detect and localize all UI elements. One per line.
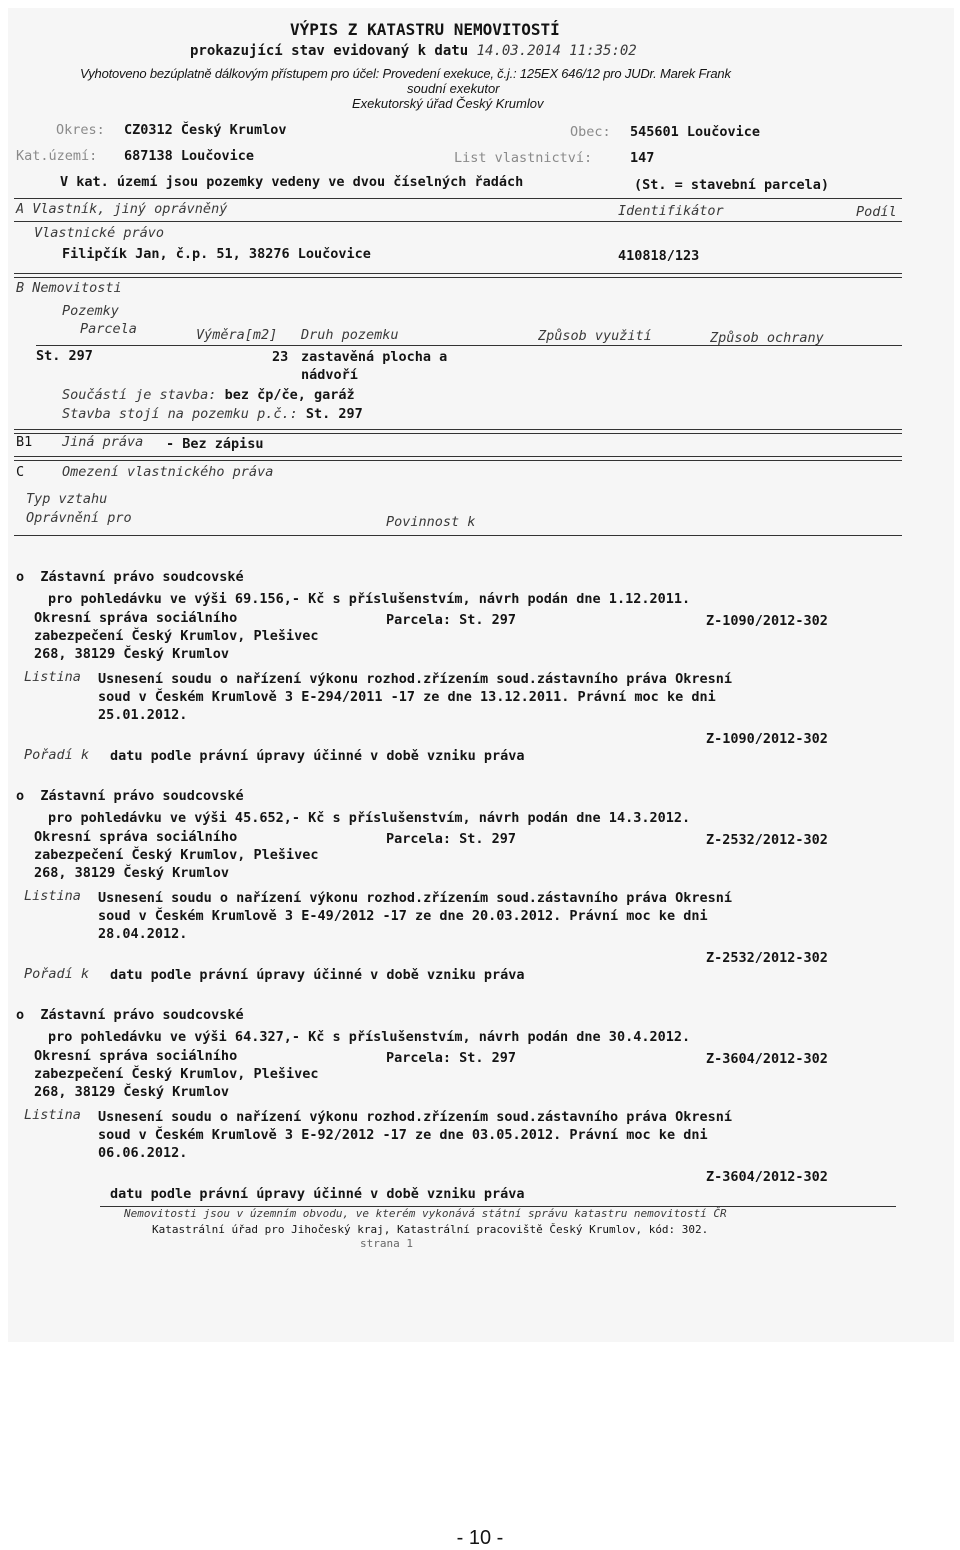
okres-value: CZ0312 Český Krumlov — [124, 122, 287, 138]
owner-name: Filipčík Jan, č.p. 51, 38276 Loučovice — [62, 246, 371, 262]
entry-3-ref: Z-3604/2012-302 — [706, 1051, 828, 1067]
entry-bullet: o — [16, 569, 25, 585]
entry-2-listina-2: soud v Českém Krumlově 3 E-49/2012 -17 ze dne 20.03.2012. Právní moc ke dni — [98, 908, 708, 924]
soucasti-label: Součástí je stavba: — [62, 387, 217, 403]
obec-label: Obec: — [570, 124, 611, 140]
entry-2-claim: pro pohledávku ve výši 45.652,- Kč s příslušenstvím, návrh podán dne 14.3.2012. — [48, 810, 691, 826]
section-c-code: C — [16, 464, 25, 480]
stavba-value: St. 297 — [305, 406, 363, 422]
col-opravneni: Oprávnění pro — [26, 510, 132, 526]
divider — [14, 198, 902, 199]
entry-1-ref-2: Z-1090/2012-302 — [706, 731, 828, 747]
entry-2-creditor-3: 268, 38129 Český Krumlov — [34, 865, 230, 881]
footer-line-1: Nemovitosti jsou v územním obvodu, ve kterém vykonává státní správu katastru nemovitostí ČR — [124, 1207, 727, 1220]
druh-value-2: nádvoří — [301, 367, 358, 383]
col-podil: Podíl — [856, 204, 897, 220]
parcela-value: St. 297 — [36, 348, 93, 364]
col-vyuziti: Způsob využití — [538, 328, 652, 344]
entry-3-ref-2: Z-3604/2012-302 — [706, 1169, 828, 1185]
entry-1-title — [16, 569, 244, 585]
jina-prava-value: - Bez zápisu — [166, 436, 264, 452]
entry-3-parcela: Parcela: St. 297 — [386, 1050, 517, 1066]
entry-3-creditor-3: 268, 38129 Český Krumlov — [34, 1084, 230, 1100]
entry-2-ref: Z-2532/2012-302 — [706, 832, 828, 848]
col-ochrany: Způsob ochrany — [710, 330, 824, 346]
entry-bullet: o — [16, 788, 25, 804]
stavba-row — [62, 406, 363, 422]
divider — [14, 273, 902, 274]
footer-line-3: strana 1 — [360, 1237, 413, 1250]
document-subtitle — [190, 43, 637, 59]
subtitle-date: 14.03.2014 11:35:02 — [476, 43, 637, 59]
entry-3-listina-3: 06.06.2012. — [98, 1145, 188, 1161]
katuzemi-value: 687138 Loučovice — [124, 148, 255, 164]
made-line-2: soudní exekutor — [407, 81, 500, 96]
entry-1-listina-1: Usnesení soudu o nařízení výkonu rozhod.zřízením soud.zástavního práva Okresní — [98, 671, 732, 687]
entry-2-poradi: datu podle právní úpravy účinné v době vzniku práva — [110, 967, 525, 983]
divider — [36, 345, 902, 346]
stavebni-note: (St. = stavební parcela) — [634, 177, 830, 193]
entry-3-creditor-1: Okresní správa sociálního — [34, 1048, 238, 1064]
vymera-value: 23 — [272, 349, 289, 365]
entry-2-poradi-label: Pořadí k — [24, 966, 90, 982]
lv-value: 147 — [630, 150, 655, 166]
divider — [14, 456, 902, 461]
entry-2-parcela: Parcela: St. 297 — [386, 831, 517, 847]
entry-3-poradi: datu podle právní úpravy účinné v době vzniku práva — [110, 1186, 525, 1202]
owner-id: 410818/123 — [618, 248, 700, 264]
section-a-heading: A Vlastník, jiný oprávněný — [16, 201, 228, 217]
soucasti-row — [62, 387, 355, 403]
katuzemi-label: Kat.území: — [16, 148, 98, 164]
entry-3-listina-2: soud v Českém Krumlově 3 E-92/2012 -17 ze dne 03.05.2012. Právní moc ke dni — [98, 1127, 708, 1143]
entry-2-title — [16, 788, 244, 804]
document-title: VÝPIS Z KATASTRU NEMOVITOSTÍ — [290, 20, 560, 39]
section-c-heading: Omezení vlastnického práva — [62, 464, 274, 480]
made-line-3: Exekutorský úřad Český Krumlov — [352, 96, 544, 111]
entry-title-text: Zástavní právo soudcovské — [40, 1007, 244, 1023]
entry-1-claim: pro pohledávku ve výši 69.156,- Kč s příslušenstvím, návrh podán dne 1.12.2011. — [48, 591, 691, 607]
entry-2-ref-2: Z-2532/2012-302 — [706, 950, 828, 966]
entry-2-listina-1: Usnesení soudu o nařízení výkonu rozhod.zřízením soud.zástavního práva Okresní — [98, 890, 732, 906]
soucasti-value: bez čp/če, garáž — [224, 387, 355, 403]
entry-1-creditor-2: zabezpečení Český Krumlov, Plešivec — [34, 628, 319, 644]
entry-1-creditor-3: 268, 38129 Český Krumlov — [34, 646, 230, 662]
entry-1-ref: Z-1090/2012-302 — [706, 613, 828, 629]
entry-3-listina-1: Usnesení soudu o nařízení výkonu rozhod.zřízením soud.zástavního práva Okresní — [98, 1109, 732, 1125]
footer-line-2: Katastrální úřad pro Jihočeský kraj, Katastrální pracoviště Český Krumlov, kód: 302. — [152, 1223, 709, 1236]
divider — [14, 277, 902, 278]
made-line-1: Vyhotoveno bezúplatně dálkovým přístupem pro účel: Provedení exekuce, č.j.: 125EX 646/12 pro JUDr. Marek Frank — [80, 66, 731, 81]
col-identifikator: Identifikátor — [618, 203, 724, 219]
vlastnicke-pravo: Vlastnické právo — [34, 225, 165, 241]
entry-2-listina-label: Listina — [24, 888, 81, 904]
col-vymera: Výměra[m2] — [196, 327, 278, 343]
stavba-label: Stavba stojí na pozemku p.č.: — [62, 406, 298, 422]
col-povinnost: Povinnost k — [386, 514, 476, 530]
entry-2-listina-3: 28.04.2012. — [98, 926, 188, 942]
entry-1-poradi: datu podle právní úpravy účinné v době vzniku práva — [110, 748, 525, 764]
entry-2-creditor-1: Okresní správa sociálního — [34, 829, 238, 845]
subtitle-label: prokazující stav evidovaný k datu — [190, 43, 469, 59]
col-parcela: Parcela — [80, 321, 137, 337]
pozemky-label: Pozemky — [62, 303, 119, 319]
lv-label: List vlastnictví: — [454, 150, 593, 166]
divider — [14, 429, 902, 434]
entry-1-listina-label: Listina — [24, 669, 81, 685]
obec-value: 545601 Loučovice — [630, 124, 761, 140]
okres-label: Okres: — [56, 122, 105, 138]
entry-2-creditor-2: zabezpečení Český Krumlov, Plešivec — [34, 847, 319, 863]
col-druh: Druh pozemku — [301, 327, 399, 343]
kat-note: V kat. území jsou pozemky vedeny ve dvou číselných řadách — [60, 174, 524, 190]
entry-title-text: Zástavní právo soudcovské — [40, 788, 244, 804]
druh-value-1: zastavěná plocha a — [301, 349, 448, 365]
divider — [14, 221, 902, 222]
entry-3-title — [16, 1007, 244, 1023]
jina-prava-label: Jiná práva — [62, 434, 144, 450]
entry-3-creditor-2: zabezpečení Český Krumlov, Plešivec — [34, 1066, 319, 1082]
entry-1-poradi-label: Pořadí k — [24, 747, 90, 763]
section-b-heading: B Nemovitosti — [16, 280, 122, 296]
entry-3-listina-label: Listina — [24, 1107, 81, 1123]
entry-1-listina-2: soud v Českém Krumlově 3 E-294/2011 -17 ze dne 13.12.2011. Právní moc ke dni — [98, 689, 716, 705]
divider — [14, 535, 902, 536]
entry-1-listina-3: 25.01.2012. — [98, 707, 188, 723]
entry-title-text: Zástavní právo soudcovské — [40, 569, 244, 585]
entry-1-creditor-1: Okresní správa sociálního — [34, 610, 238, 626]
col-typ-vztahu: Typ vztahu — [26, 491, 108, 507]
entry-3-claim: pro pohledávku ve výši 64.327,- Kč s příslušenstvím, návrh podán dne 30.4.2012. — [48, 1029, 691, 1045]
page-number: - 10 - — [456, 1527, 504, 1549]
section-b1-code: B1 — [16, 434, 33, 450]
entry-bullet: o — [16, 1007, 25, 1023]
entry-1-parcela: Parcela: St. 297 — [386, 612, 517, 628]
